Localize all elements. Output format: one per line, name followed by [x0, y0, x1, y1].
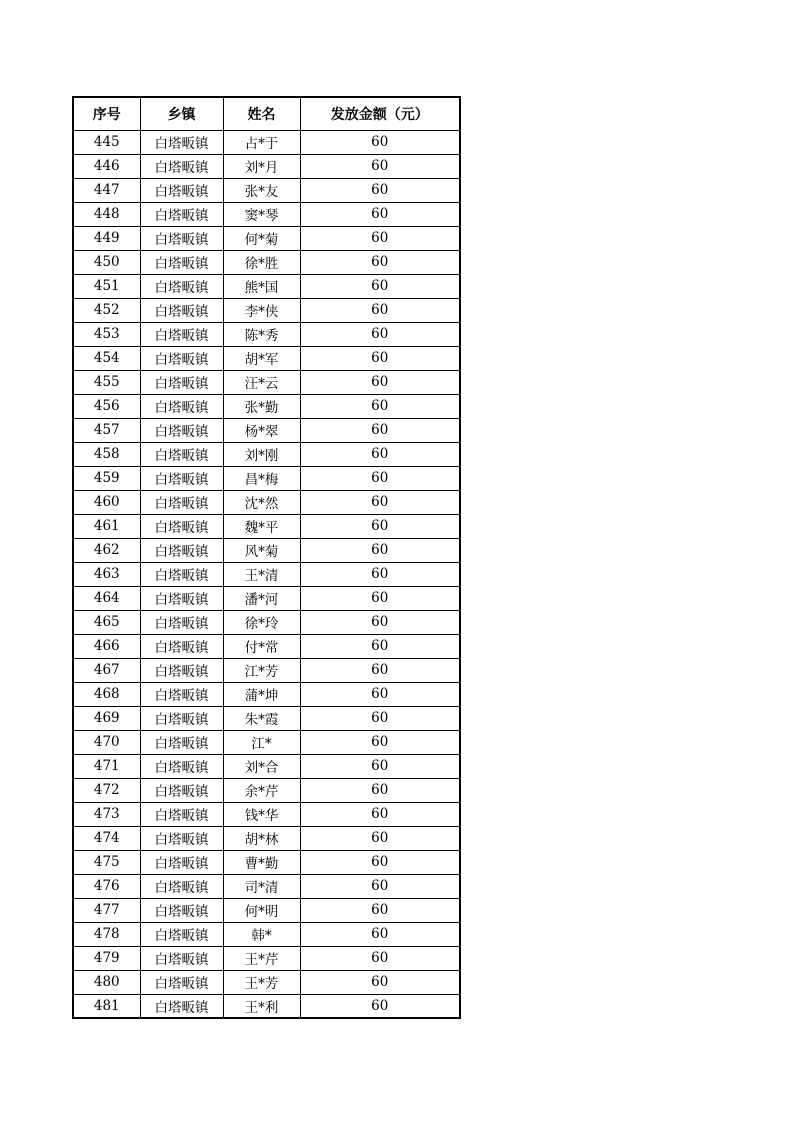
cell-amount: 60: [300, 274, 460, 298]
cell-serial-number: 463: [73, 562, 140, 586]
table-row: [73, 730, 460, 754]
table-row: [73, 154, 460, 178]
cell-township: 白塔畈镇: [140, 826, 223, 850]
cell-amount: 60: [300, 418, 460, 442]
cell-name: 杨*翠: [223, 418, 300, 442]
cell-serial-number: 455: [73, 370, 140, 394]
table-row: [73, 874, 460, 898]
table-row: [73, 778, 460, 802]
cell-township: 白塔畈镇: [140, 586, 223, 610]
table-header: [73, 97, 460, 130]
cell-township: 白塔畈镇: [140, 778, 223, 802]
cell-amount: 60: [300, 130, 460, 154]
cell-serial-number: 448: [73, 202, 140, 226]
cell-name: 熊*国: [223, 274, 300, 298]
cell-name: 沈*然: [223, 490, 300, 514]
cell-township: 白塔畈镇: [140, 154, 223, 178]
cell-township: 白塔畈镇: [140, 514, 223, 538]
cell-serial-number: 456: [73, 394, 140, 418]
cell-amount: 60: [300, 226, 460, 250]
cell-name: 刘*刚: [223, 442, 300, 466]
cell-name: 李*侠: [223, 298, 300, 322]
cell-amount: 60: [300, 730, 460, 754]
table-row: [73, 610, 460, 634]
cell-township: 白塔畈镇: [140, 250, 223, 274]
cell-amount: 60: [300, 778, 460, 802]
cell-township: 白塔畈镇: [140, 298, 223, 322]
cell-amount: 60: [300, 154, 460, 178]
cell-name: 韩*: [223, 922, 300, 946]
cell-amount: 60: [300, 706, 460, 730]
table-row: [73, 970, 460, 994]
table-body: [73, 130, 460, 1018]
table-row: [73, 586, 460, 610]
cell-amount: 60: [300, 370, 460, 394]
cell-serial-number: 447: [73, 178, 140, 202]
cell-township: 白塔畈镇: [140, 346, 223, 370]
cell-amount: 60: [300, 682, 460, 706]
cell-name: 刘*合: [223, 754, 300, 778]
cell-serial-number: 450: [73, 250, 140, 274]
cell-serial-number: 467: [73, 658, 140, 682]
cell-township: 白塔畈镇: [140, 394, 223, 418]
table-row: [73, 706, 460, 730]
cell-serial-number: 469: [73, 706, 140, 730]
table-row: [73, 826, 460, 850]
table-row: [73, 226, 460, 250]
cell-township: 白塔畈镇: [140, 922, 223, 946]
cell-name: 王*芳: [223, 970, 300, 994]
cell-name: 徐*胜: [223, 250, 300, 274]
cell-amount: 60: [300, 322, 460, 346]
table-row: [73, 946, 460, 970]
cell-name: 刘*月: [223, 154, 300, 178]
cell-serial-number: 451: [73, 274, 140, 298]
cell-amount: 60: [300, 466, 460, 490]
cell-amount: 60: [300, 250, 460, 274]
header-row: [73, 97, 460, 130]
table-row: [73, 682, 460, 706]
cell-township: 白塔畈镇: [140, 562, 223, 586]
cell-township: 白塔畈镇: [140, 466, 223, 490]
cell-name: 余*芹: [223, 778, 300, 802]
cell-amount: 60: [300, 946, 460, 970]
cell-amount: 60: [300, 922, 460, 946]
cell-name: 汪*云: [223, 370, 300, 394]
table-row: [73, 562, 460, 586]
cell-serial-number: 460: [73, 490, 140, 514]
cell-township: 白塔畈镇: [140, 442, 223, 466]
cell-name: 占*于: [223, 130, 300, 154]
cell-serial-number: 466: [73, 634, 140, 658]
cell-amount: 60: [300, 898, 460, 922]
cell-township: 白塔畈镇: [140, 994, 223, 1018]
table-row: [73, 394, 460, 418]
cell-name: 胡*军: [223, 346, 300, 370]
cell-serial-number: 480: [73, 970, 140, 994]
cell-serial-number: 465: [73, 610, 140, 634]
table-row: [73, 490, 460, 514]
cell-township: 白塔畈镇: [140, 490, 223, 514]
cell-township: 白塔畈镇: [140, 970, 223, 994]
cell-serial-number: 478: [73, 922, 140, 946]
cell-amount: 60: [300, 514, 460, 538]
cell-serial-number: 470: [73, 730, 140, 754]
table-row: [73, 202, 460, 226]
cell-amount: 60: [300, 562, 460, 586]
cell-township: 白塔畈镇: [140, 418, 223, 442]
cell-serial-number: 473: [73, 802, 140, 826]
cell-serial-number: 445: [73, 130, 140, 154]
cell-amount: 60: [300, 586, 460, 610]
cell-amount: 60: [300, 298, 460, 322]
table-row: [73, 298, 460, 322]
cell-amount: 60: [300, 202, 460, 226]
cell-township: 白塔畈镇: [140, 610, 223, 634]
cell-township: 白塔畈镇: [140, 538, 223, 562]
cell-name: 潘*河: [223, 586, 300, 610]
cell-serial-number: 461: [73, 514, 140, 538]
cell-name: 昌*梅: [223, 466, 300, 490]
header-name: 姓名: [223, 97, 300, 130]
table-row: [73, 994, 460, 1018]
table-row: [73, 898, 460, 922]
cell-township: 白塔畈镇: [140, 202, 223, 226]
cell-amount: 60: [300, 826, 460, 850]
cell-serial-number: 468: [73, 682, 140, 706]
table-row: [73, 466, 460, 490]
cell-name: 何*明: [223, 898, 300, 922]
cell-name: 徐*玲: [223, 610, 300, 634]
table-row: [73, 514, 460, 538]
cell-township: 白塔畈镇: [140, 706, 223, 730]
cell-serial-number: 453: [73, 322, 140, 346]
cell-amount: 60: [300, 802, 460, 826]
cell-township: 白塔畈镇: [140, 130, 223, 154]
cell-amount: 60: [300, 850, 460, 874]
cell-township: 白塔畈镇: [140, 658, 223, 682]
cell-name: 王*利: [223, 994, 300, 1018]
table-row: [73, 442, 460, 466]
cell-name: 窦*琴: [223, 202, 300, 226]
cell-serial-number: 474: [73, 826, 140, 850]
cell-serial-number: 477: [73, 898, 140, 922]
cell-serial-number: 457: [73, 418, 140, 442]
cell-serial-number: 464: [73, 586, 140, 610]
cell-serial-number: 481: [73, 994, 140, 1018]
cell-name: 何*菊: [223, 226, 300, 250]
cell-name: 付*常: [223, 634, 300, 658]
cell-serial-number: 479: [73, 946, 140, 970]
cell-township: 白塔畈镇: [140, 682, 223, 706]
cell-name: 魏*平: [223, 514, 300, 538]
cell-name: 司*清: [223, 874, 300, 898]
header-amount: 发放金额（元）: [300, 97, 460, 130]
table-row: [73, 538, 460, 562]
cell-name: 胡*林: [223, 826, 300, 850]
cell-township: 白塔畈镇: [140, 370, 223, 394]
cell-township: 白塔畈镇: [140, 322, 223, 346]
table-row: [73, 634, 460, 658]
cell-serial-number: 452: [73, 298, 140, 322]
cell-amount: 60: [300, 394, 460, 418]
cell-amount: 60: [300, 634, 460, 658]
cell-amount: 60: [300, 754, 460, 778]
table-row: [73, 322, 460, 346]
cell-name: 朱*霞: [223, 706, 300, 730]
cell-name: 陈*秀: [223, 322, 300, 346]
cell-name: 风*菊: [223, 538, 300, 562]
table-row: [73, 250, 460, 274]
cell-amount: 60: [300, 970, 460, 994]
cell-amount: 60: [300, 658, 460, 682]
cell-amount: 60: [300, 178, 460, 202]
cell-amount: 60: [300, 610, 460, 634]
cell-serial-number: 446: [73, 154, 140, 178]
cell-township: 白塔畈镇: [140, 226, 223, 250]
cell-township: 白塔畈镇: [140, 634, 223, 658]
cell-serial-number: 454: [73, 346, 140, 370]
table-row: [73, 418, 460, 442]
cell-name: 张*勤: [223, 394, 300, 418]
cell-township: 白塔畈镇: [140, 898, 223, 922]
cell-amount: 60: [300, 874, 460, 898]
cell-amount: 60: [300, 538, 460, 562]
cell-amount: 60: [300, 994, 460, 1018]
cell-township: 白塔畈镇: [140, 850, 223, 874]
cell-name: 蒲*坤: [223, 682, 300, 706]
cell-name: 王*芹: [223, 946, 300, 970]
payment-roster-table: [72, 96, 461, 1019]
cell-name: 张*友: [223, 178, 300, 202]
cell-township: 白塔畈镇: [140, 730, 223, 754]
header-township: 乡镇: [140, 97, 223, 130]
table-row: [73, 850, 460, 874]
cell-serial-number: 475: [73, 850, 140, 874]
cell-name: 江*: [223, 730, 300, 754]
cell-township: 白塔畈镇: [140, 178, 223, 202]
table-row: [73, 346, 460, 370]
table-row: [73, 754, 460, 778]
cell-serial-number: 449: [73, 226, 140, 250]
table-row: [73, 130, 460, 154]
cell-serial-number: 472: [73, 778, 140, 802]
cell-township: 白塔畈镇: [140, 754, 223, 778]
table-row: [73, 802, 460, 826]
cell-amount: 60: [300, 346, 460, 370]
header-serial-number: 序号: [73, 97, 140, 130]
table-row: [73, 922, 460, 946]
cell-serial-number: 462: [73, 538, 140, 562]
cell-serial-number: 471: [73, 754, 140, 778]
table-row: [73, 658, 460, 682]
table-row: [73, 274, 460, 298]
cell-name: 曹*勤: [223, 850, 300, 874]
cell-amount: 60: [300, 442, 460, 466]
cell-serial-number: 476: [73, 874, 140, 898]
table-row: [73, 178, 460, 202]
cell-name: 江*芳: [223, 658, 300, 682]
cell-township: 白塔畈镇: [140, 802, 223, 826]
cell-serial-number: 459: [73, 466, 140, 490]
cell-township: 白塔畈镇: [140, 274, 223, 298]
cell-township: 白塔畈镇: [140, 946, 223, 970]
cell-name: 钱*华: [223, 802, 300, 826]
cell-township: 白塔畈镇: [140, 874, 223, 898]
cell-name: 王*清: [223, 562, 300, 586]
table-row: [73, 370, 460, 394]
cell-amount: 60: [300, 490, 460, 514]
cell-serial-number: 458: [73, 442, 140, 466]
